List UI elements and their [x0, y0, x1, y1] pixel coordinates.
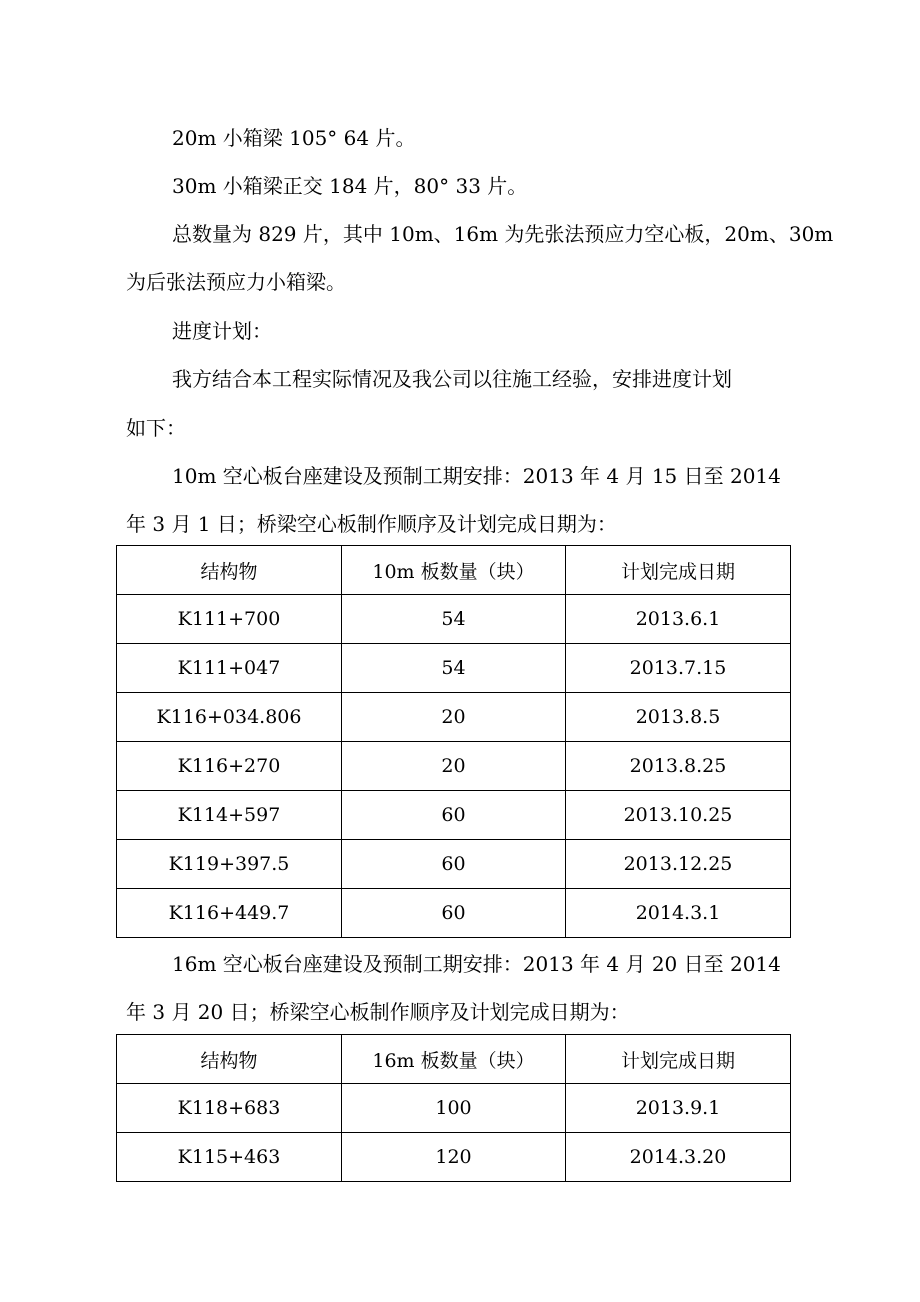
cell-date: 2013.7.15	[566, 644, 791, 693]
cell-date: 2013.10.25	[566, 791, 791, 840]
cell-structure: K116+034.806	[117, 693, 342, 742]
header-quantity: 10m 板数量（块）	[342, 546, 566, 595]
table-row	[117, 840, 791, 889]
table-10m-slab-schedule	[116, 545, 791, 938]
paragraph-intro-line1: 我方结合本工程实际情况及我公司以往施工经验，安排进度计划	[172, 367, 732, 391]
table-row	[117, 1133, 791, 1182]
paragraph-20m-box-girder: 20m 小箱梁 105° 64 片。	[172, 126, 416, 150]
table-16m-slab-schedule	[116, 1034, 791, 1182]
table-row	[117, 889, 791, 938]
cell-quantity: 20	[342, 693, 566, 742]
cell-structure: K118+683	[117, 1084, 342, 1133]
cell-structure: K115+463	[117, 1133, 342, 1182]
cell-structure: K119+397.5	[117, 840, 342, 889]
cell-structure: K116+270	[117, 742, 342, 791]
cell-date: 2014.3.20	[566, 1133, 791, 1182]
header-quantity: 16m 板数量（块）	[342, 1035, 566, 1084]
paragraph-30m-box-girder: 30m 小箱梁正交 184 片，80° 33 片。	[172, 174, 528, 198]
paragraph-total-line1: 总数量为 829 片，其中 10m、16m 为先张法预应力空心板，20m、30m	[172, 222, 834, 246]
cell-date: 2013.8.25	[566, 742, 791, 791]
cell-quantity: 120	[342, 1133, 566, 1182]
table-row	[117, 693, 791, 742]
paragraph-10m-schedule-line2: 年 3 月 1 日；桥梁空心板制作顺序及计划完成日期为：	[126, 512, 617, 536]
table-header-row	[117, 546, 791, 595]
table-row	[117, 595, 791, 644]
paragraph-16m-schedule-line1: 16m 空心板台座建设及预制工期安排：2013 年 4 月 20 日至 2014	[172, 952, 781, 976]
paragraph-intro-line2: 如下：	[126, 416, 186, 440]
cell-structure: K114+597	[117, 791, 342, 840]
cell-quantity: 60	[342, 840, 566, 889]
header-structure: 结构物	[117, 1035, 342, 1084]
cell-date: 2013.12.25	[566, 840, 791, 889]
paragraph-10m-schedule-line1: 10m 空心板台座建设及预制工期安排：2013 年 4 月 15 日至 2014	[172, 464, 781, 488]
paragraph-schedule-heading: 进度计划：	[172, 319, 272, 343]
cell-date: 2013.6.1	[566, 595, 791, 644]
cell-quantity: 54	[342, 644, 566, 693]
table-row	[117, 644, 791, 693]
header-structure: 结构物	[117, 546, 342, 595]
cell-quantity: 100	[342, 1084, 566, 1133]
header-completion-date: 计划完成日期	[566, 546, 791, 595]
header-completion-date: 计划完成日期	[566, 1035, 791, 1084]
cell-date: 2013.8.5	[566, 693, 791, 742]
paragraph-total-line2: 为后张法预应力小箱梁。	[126, 270, 346, 294]
cell-date: 2013.9.1	[566, 1084, 791, 1133]
table-row	[117, 1084, 791, 1133]
cell-quantity: 60	[342, 889, 566, 938]
cell-quantity: 60	[342, 791, 566, 840]
paragraph-16m-schedule-line2: 年 3 月 20 日；桥梁空心板制作顺序及计划完成日期为：	[126, 1000, 630, 1024]
table-row	[117, 742, 791, 791]
table-header-row	[117, 1035, 791, 1084]
cell-date: 2014.3.1	[566, 889, 791, 938]
table-row	[117, 791, 791, 840]
cell-quantity: 20	[342, 742, 566, 791]
cell-structure: K116+449.7	[117, 889, 342, 938]
cell-structure: K111+047	[117, 644, 342, 693]
cell-quantity: 54	[342, 595, 566, 644]
cell-structure: K111+700	[117, 595, 342, 644]
